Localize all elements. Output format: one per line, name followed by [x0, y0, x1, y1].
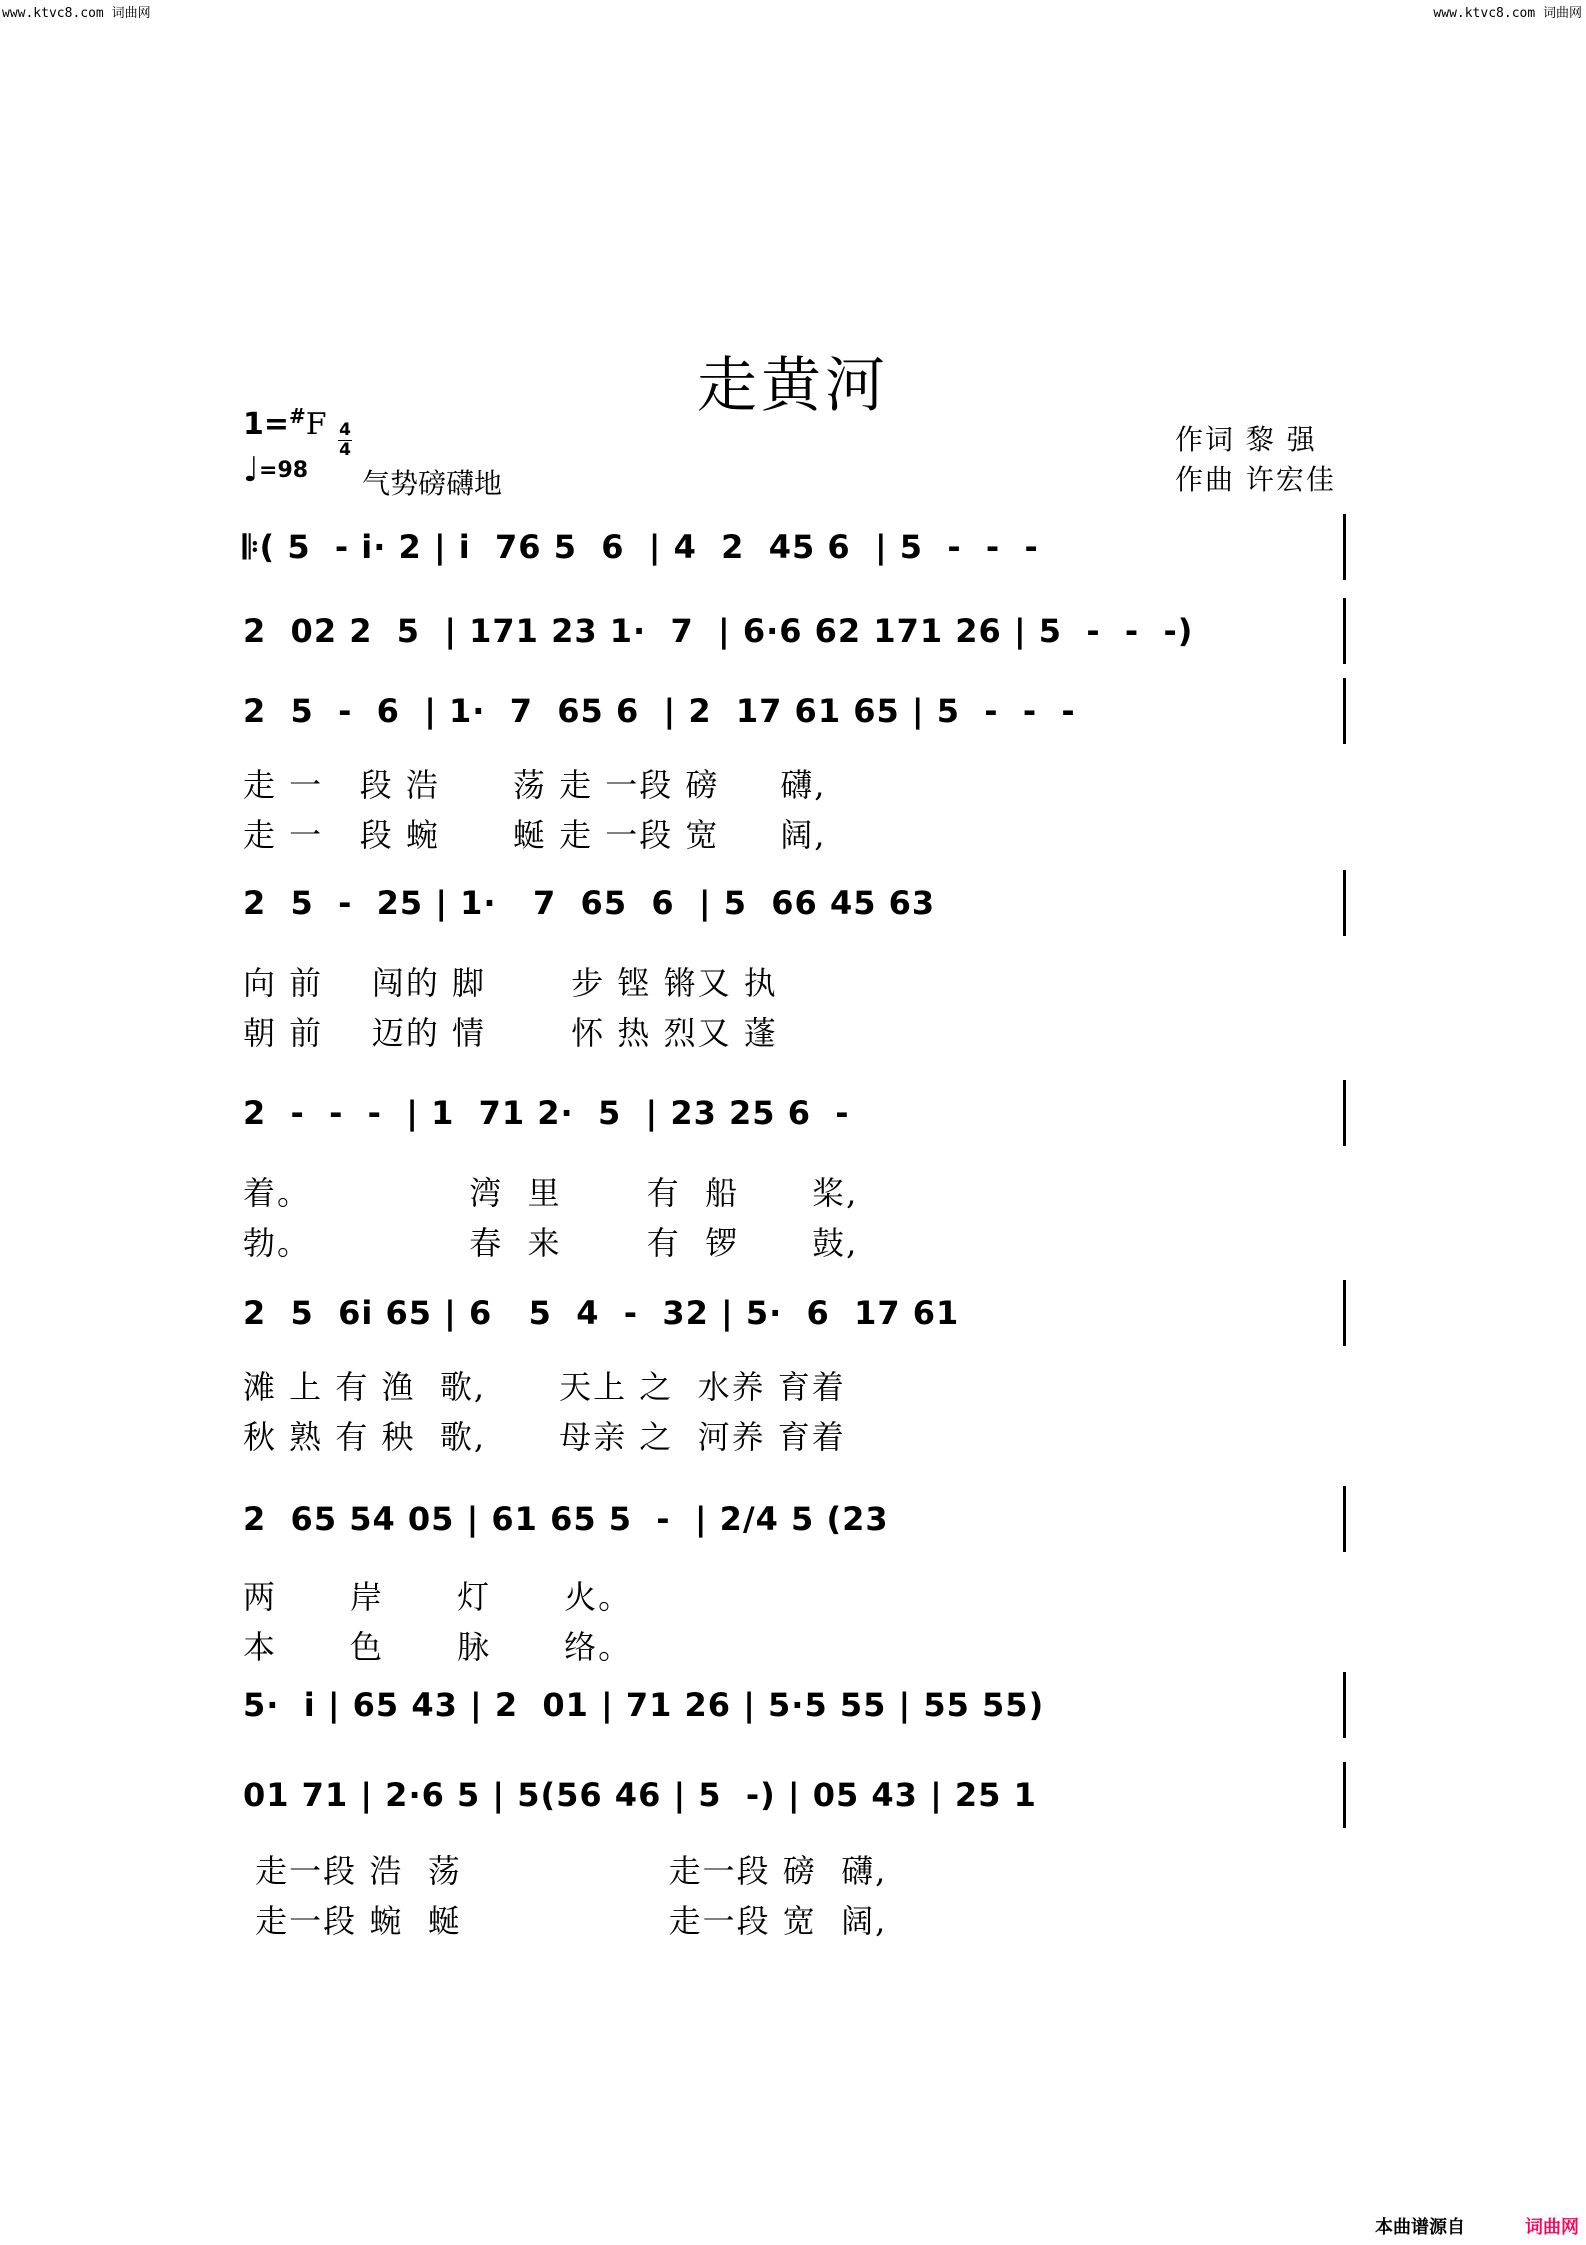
staff-system-9: [243, 1762, 1346, 1828]
end-barline: [1343, 1280, 1346, 1346]
key-prefix: 1=: [243, 407, 290, 442]
watermark-right: www.ktvc8.com 词曲网: [1433, 6, 1582, 21]
notation-line: 01 71 | 2·6 5 | 5(56 46 | 5 -) | 05 43 | 25 1: [243, 1776, 1037, 1814]
staff-system-5: [243, 1080, 1346, 1146]
end-barline: [1343, 1080, 1346, 1146]
end-barline: [1343, 1672, 1346, 1738]
staff-system-2: [243, 598, 1346, 664]
lyric-line: 朝 前 迈的 情 怀 热 烈又 蓬: [243, 1014, 778, 1052]
tempo-value: =98: [259, 458, 309, 483]
end-barline: [1343, 1486, 1346, 1552]
lyric-line: 走一段 蜿 蜒 走一段 宽 阔,: [243, 1902, 888, 1940]
key-signature: [243, 404, 327, 442]
lyric-line: 勃。 春 来 有 锣 鼓,: [243, 1224, 859, 1262]
lyric-line: 向 前 闯的 脚 步 铿 锵又 执: [243, 964, 778, 1002]
composer-credit: 作曲 许宏佳: [1175, 463, 1336, 496]
end-barline: [1343, 514, 1346, 580]
notation-line: 2 5 - 25 | 1· 7 65 6 | 5 66 45 63: [243, 884, 936, 922]
staff-system-1: [243, 514, 1346, 580]
footer-source-label: 本曲谱源自: [1375, 2217, 1465, 2238]
notation-line: 2 - - - | 1 71 2· 5 | 23 25 6 -: [243, 1094, 850, 1132]
end-barline: [1343, 598, 1346, 664]
lyric-line: 着。 湾 里 有 船 桨,: [243, 1174, 859, 1212]
score-title: 走黄河: [697, 351, 889, 421]
staff-system-8: [243, 1672, 1346, 1738]
lyric-line: 秋 熟 有 秧 歌, 母亲 之 河养 育着: [243, 1418, 846, 1456]
sharp-sign: #: [289, 404, 306, 428]
end-barline: [1343, 678, 1346, 744]
watermark-left: www.ktvc8.com 词曲网: [2, 6, 151, 21]
key-note: F: [305, 407, 327, 442]
footer-site-link[interactable]: 词曲网: [1525, 2217, 1579, 2238]
lyric-line: 两 岸 灯 火。: [243, 1578, 633, 1616]
time-signature-top: 4: [339, 420, 351, 440]
expression-marking: 气势磅礴地: [362, 467, 503, 500]
staff-system-6: [243, 1280, 1346, 1346]
lyric-line: 走一段 浩 荡 走一段 磅 礴,: [243, 1852, 888, 1890]
notation-line: 5· i | 65 43 | 2 01 | 71 26 | 5·5 55 | 55 55): [243, 1686, 1045, 1724]
time-signature-bottom: 4: [339, 440, 351, 460]
staff-system-7: [243, 1486, 1346, 1552]
end-barline: [1343, 1762, 1346, 1828]
lyric-line: 本 色 脉 络。: [243, 1628, 633, 1666]
time-signature: [338, 422, 352, 459]
staff-system-3: [243, 678, 1346, 744]
end-barline: [1343, 870, 1346, 936]
notation-line: 𝄆( 5 - i· 2 | i 76 5 6 | 4 2 45 6 | 5 - - -: [243, 528, 1039, 566]
notation-line: 2 5 - 6 | 1· 7 65 6 | 2 17 61 65 | 5 - - -: [243, 692, 1076, 730]
notation-line: 2 5 6i 65 | 6 5 4 - 32 | 5· 6 17 61: [243, 1294, 960, 1332]
notation-line: 2 02 2 5 | 171 23 1· 7 | 6·6 62 171 26 | 5 - - -): [243, 612, 1194, 650]
tempo-marking: [243, 450, 308, 490]
lyric-line: 走 一 段 蜿 蜒 走 一段 宽 阔,: [243, 816, 827, 854]
staff-system-4: [243, 870, 1346, 936]
lyric-line: 走 一 段 浩 荡 走 一段 磅 礴,: [243, 766, 827, 804]
quarter-note-icon: ♩: [243, 450, 260, 490]
notation-line: 2 65 54 05 | 61 65 5 - | 2/4 5 (23: [243, 1500, 889, 1538]
lyricist-credit: 作词 黎 强: [1175, 423, 1317, 456]
lyric-line: 滩 上 有 渔 歌, 天上 之 水养 育着: [243, 1368, 846, 1406]
